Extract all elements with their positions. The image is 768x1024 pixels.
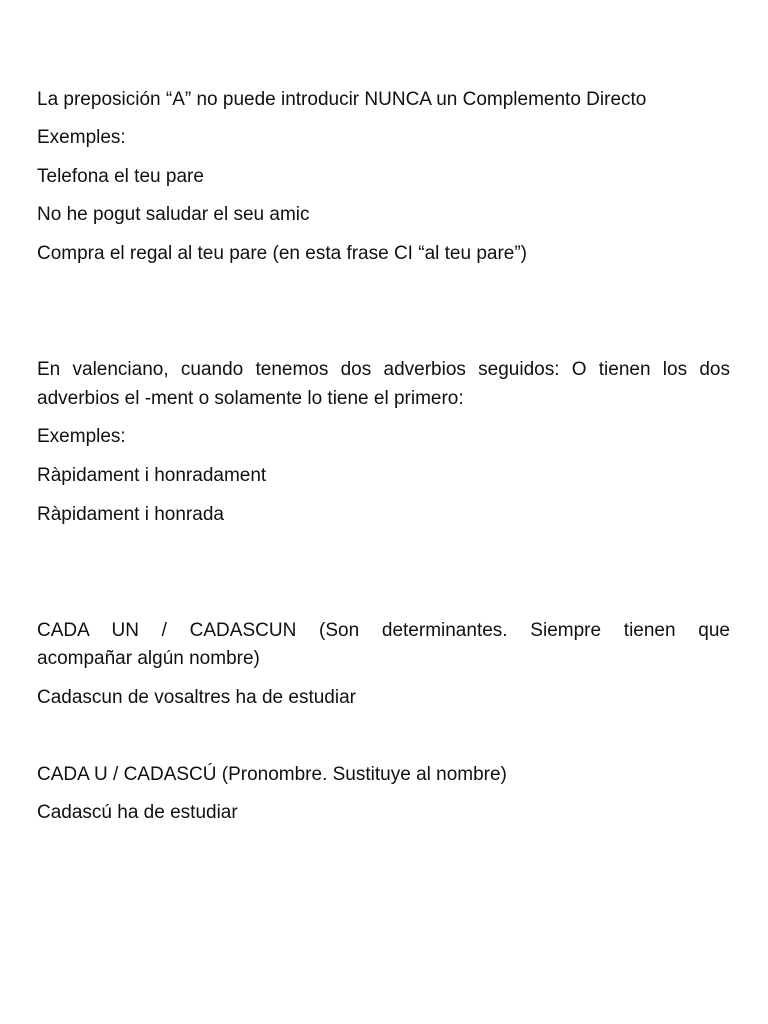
rule-adverbs-line-1: En valenciano, cuando tenemos dos adverbios seguidos: O tienen los dos — [37, 359, 730, 380]
rule-cada-un-line-2: acompañar algún nombre) — [37, 648, 260, 669]
rule-adverbs-line-2: adverbios el -ment o solamente lo tiene el primero: — [37, 388, 464, 409]
example-line: No he pogut saludar el seu amic — [37, 204, 310, 225]
examples-label: Exemples: — [37, 127, 126, 148]
example-line: Compra el regal al teu pare (en esta frase CI “al teu pare”) — [37, 243, 528, 264]
example-line: Cadascú ha de estudiar — [37, 802, 238, 823]
example-line: Cadascun de vosaltres ha de estudiar — [37, 687, 356, 708]
example-line: Ràpidament i honrada — [37, 504, 224, 525]
examples-label: Exemples: — [37, 426, 126, 447]
rule-preposition-a: La preposición “A” no puede introducir NUNCA un Complemento Directo — [37, 89, 647, 110]
example-line: Ràpidament i honradament — [37, 465, 267, 486]
rule-cada-un-line-1: CADA UN / CADASCUN (Son determinantes. Siempre tienen que — [37, 620, 730, 641]
example-line: Telefona el teu pare — [37, 166, 204, 187]
rule-cada-u: CADA U / CADASCÚ (Pronombre. Sustituye al nombre) — [37, 764, 507, 785]
